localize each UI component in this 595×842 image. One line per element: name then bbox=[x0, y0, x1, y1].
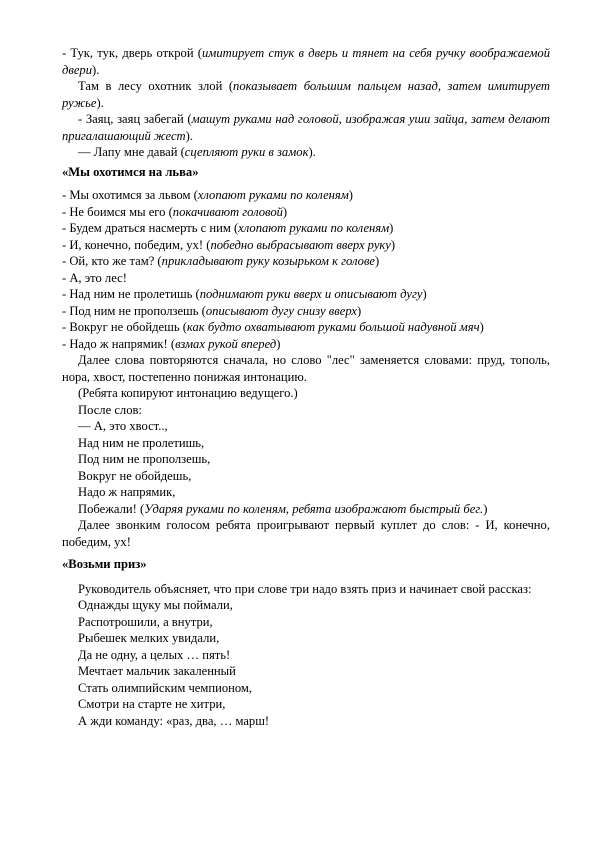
poem-line: Мечтает мальчик закаленный bbox=[78, 664, 236, 678]
action-note: описывают дугу снизу вверх bbox=[205, 303, 357, 318]
game-line bbox=[62, 319, 550, 336]
poem-line: Рыбешек мелких увидали, bbox=[78, 631, 220, 645]
game-line bbox=[62, 286, 550, 303]
poem-line: А жди команду: «раз, два, … марш! bbox=[78, 713, 270, 728]
tail-line: Надо ж напрямик, bbox=[78, 485, 176, 499]
leader-paragraph: Руководитель объясняет, что при слове три надо взять приз и начинает свой рассказ: bbox=[78, 581, 532, 596]
tail-line: — А, это хвост.., bbox=[78, 419, 168, 433]
rhyme-block bbox=[62, 45, 550, 161]
line-end: ). bbox=[92, 62, 100, 77]
copy-paragraph: (Ребята копируют интонацию ведущего.) bbox=[78, 386, 298, 400]
tail-lines bbox=[62, 418, 550, 501]
line-text: - Ой, кто же там? ( bbox=[62, 254, 162, 268]
document-page bbox=[62, 45, 550, 729]
action-note: сцепляют руки в замок bbox=[184, 145, 309, 159]
action-note: показывает большим пальцем назад, затем имитирует ружье bbox=[62, 79, 550, 110]
line-text: - А, это лес! bbox=[62, 270, 127, 285]
line-end: ). bbox=[308, 145, 316, 159]
action-note: прикладывают руку козырьком к голове bbox=[161, 254, 376, 268]
line-text: Там в лесу охотник злой ( bbox=[78, 79, 234, 93]
line-text: - Под ним не проползешь ( bbox=[62, 303, 206, 318]
action-note: хлопают руками по коленям bbox=[197, 188, 349, 202]
game-line bbox=[62, 253, 550, 270]
line-text: — Лапу мне давай ( bbox=[78, 145, 185, 159]
loud-paragraph: Далее звонким голосом ребята проигрывают первый куплет до слов: - И, конечно, победим, ух! bbox=[62, 518, 550, 549]
action-note: хлопают руками по коленям bbox=[238, 221, 390, 235]
section-heading: «Возьми приз» bbox=[62, 557, 147, 571]
rhyme-line bbox=[62, 45, 550, 78]
line-text: - Мы охотимся за львом ( bbox=[62, 188, 198, 202]
poem-line: Однажды щуку мы поймали, bbox=[78, 598, 233, 612]
game-line bbox=[62, 270, 550, 287]
line-text: - Заяц, заяц забегай ( bbox=[78, 112, 192, 126]
line-end: ) bbox=[483, 501, 488, 516]
line-end: ) bbox=[356, 303, 362, 318]
line-text: - Будем драться насмерть с ним ( bbox=[62, 221, 239, 235]
repeat-paragraph: Далее слова повторяются сначала, но слово "лес" заменяется словами: пруд, тополь, нора, хвост, постепенно понижая интонацию. bbox=[62, 353, 550, 384]
tail-line: Вокруг не обойдешь, bbox=[78, 468, 192, 483]
poem-line: Смотри на старте не хитри, bbox=[78, 697, 226, 711]
line-end: ). bbox=[185, 128, 193, 143]
line-text: - Вокруг не обойдешь ( bbox=[62, 320, 187, 334]
line-text: - Тук, тук, дверь открой ( bbox=[62, 46, 202, 60]
action-note: покачивают головой bbox=[172, 204, 283, 219]
line-end: ) bbox=[348, 188, 353, 202]
action-note: взмах рукой вперед bbox=[175, 336, 277, 351]
rhyme-line bbox=[62, 111, 550, 144]
poem bbox=[62, 597, 550, 729]
tail-line: Над ним не пролетишь, bbox=[78, 435, 205, 450]
action-note: машут руками над головой, изображая уши зайца, затем делают пригалашающий жест bbox=[62, 112, 550, 143]
line-text: - И, конечно, победим, ух! ( bbox=[62, 237, 211, 252]
line-end: ) bbox=[276, 336, 281, 351]
line-end: ) bbox=[389, 221, 394, 235]
rhyme-line bbox=[62, 78, 550, 111]
line-end: ). bbox=[96, 95, 104, 110]
game-line bbox=[62, 187, 550, 204]
game-line bbox=[62, 336, 550, 353]
line-end: ) bbox=[422, 287, 427, 301]
poem-line: Стать олимпийским чемпионом, bbox=[78, 680, 253, 695]
lion-game-lines bbox=[62, 187, 550, 352]
line-end: ) bbox=[282, 204, 288, 219]
run-line bbox=[62, 501, 550, 518]
game-line bbox=[62, 204, 550, 221]
action-note: имитирует стук в дверь и тянет на себя ручку воображаемой двери bbox=[62, 46, 550, 77]
line-text: - Над ним не пролетишь ( bbox=[62, 287, 200, 301]
action-note: Ударяя руками по коленям, ребята изображают быстрый бег. bbox=[144, 501, 484, 516]
action-note: поднимают руки вверх и описывают дугу bbox=[199, 287, 423, 301]
after-words-line: После слов: bbox=[78, 402, 142, 417]
action-note: победно выбрасывают вверх руку bbox=[210, 237, 391, 252]
tail-line: Под ним не проползешь, bbox=[78, 452, 211, 466]
line-end: ) bbox=[479, 320, 484, 334]
game-line bbox=[62, 220, 550, 237]
line-text: - Не боимся мы его ( bbox=[62, 204, 173, 219]
game-line bbox=[62, 303, 550, 320]
line-end: ) bbox=[390, 237, 396, 252]
section-heading: «Мы охотимся на льва» bbox=[62, 164, 199, 179]
game-line bbox=[62, 237, 550, 254]
poem-line: Да не одну, а целых … пять! bbox=[78, 647, 231, 662]
line-text: Побежали! ( bbox=[78, 501, 145, 516]
action-note: как будто охватывают руками большой надувной мяч bbox=[186, 320, 480, 334]
rhyme-line bbox=[62, 144, 550, 161]
poem-line: Распотрошили, а внутри, bbox=[78, 614, 213, 629]
line-text: - Надо ж напрямик! ( bbox=[62, 336, 176, 351]
line-end: ) bbox=[375, 254, 380, 268]
